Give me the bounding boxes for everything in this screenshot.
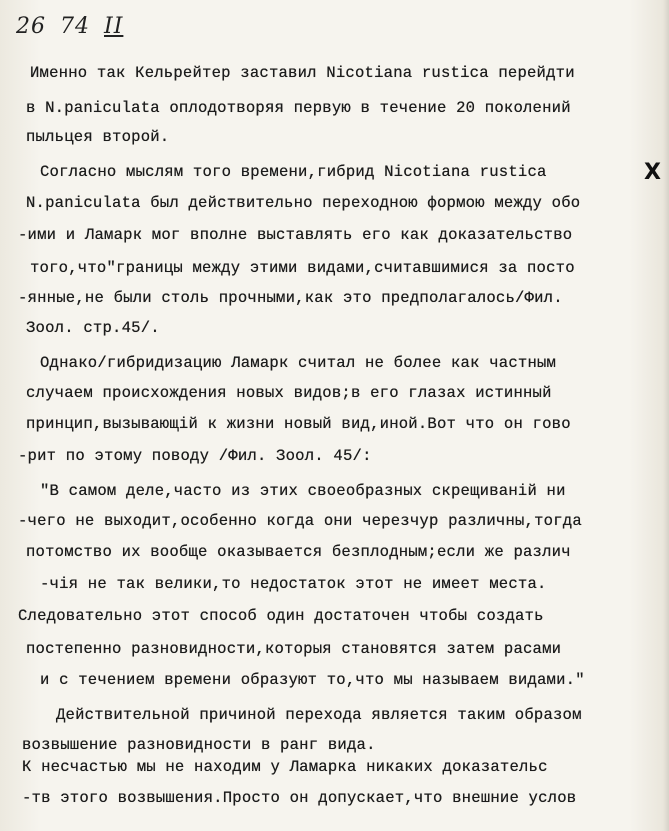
text-line: Однако/гибридизацию Ламарк считал не более как частным [40, 354, 557, 372]
text-line: -ими и Ламарк мог вполне выставлять его как доказательство [18, 226, 573, 244]
text-line: принцип,вызывающій к жизни новый вид,иной.Вот что он гово [26, 415, 571, 433]
text-line: -тв этого возвышения.Просто он допускает,что внешние услов [22, 789, 577, 807]
page-header [16, 14, 123, 39]
text-line: Действительной причиной перехода является таким образом [56, 706, 582, 724]
text-line: -янные,не были столь прочными,как это предполагалось/Фил. [18, 289, 563, 307]
margin-cross-mark: X [644, 160, 661, 185]
text-line: постепенно разновидности,которыя становятся затем расами [26, 640, 562, 658]
text-line: и с течением времени образуют то,что мы называем видами." [40, 671, 585, 689]
text-line: возвышение разновидности в ранг вида. [22, 736, 376, 754]
text-line: К несчастью мы не находим у Ламарка никаких доказательс [22, 758, 548, 776]
text-line: -рит по этому поводу /Фил. Зоол. 45/: [18, 447, 372, 465]
text-line: N.paniculata был действительно переходною формою между обо [26, 194, 581, 212]
page-number: 26 [16, 14, 46, 39]
text-line: Зоол. стр.45/. [26, 319, 160, 337]
text-line: Именно так Кельрейтер заставил Nicotiana rustica перейдти [30, 64, 575, 82]
roman-numeral: II [104, 14, 124, 39]
text-line: Согласно мыслям того времени,гибрид Nicotiana rustica [40, 163, 547, 181]
text-line: Следовательно этот способ один достаточен чтобы создать [18, 607, 544, 625]
text-line: в N.paniculata оплодотворяя первую в течение 20 поколений [26, 99, 571, 117]
sheet-number: 74 [60, 14, 90, 39]
page-edge-shadow [663, 0, 669, 831]
text-line: пыльцея второй. [26, 128, 170, 146]
text-line: потомство их вообще оказывается безплодным;если же различ [26, 543, 571, 561]
text-line: -чія не так велики,то недостаток этот не имеет места. [40, 575, 547, 593]
text-line: случаем происхождения новых видов;в его глазах истинный [26, 384, 552, 402]
text-line: "В самом деле,часто из этих своеобразных скрещиваній ни [40, 482, 566, 500]
text-line: того,что"границы между этими видами,считавшимися за посто [30, 259, 575, 277]
text-line: -чего не выходит,особенно когда они черезчур различны,тогда [18, 512, 582, 530]
